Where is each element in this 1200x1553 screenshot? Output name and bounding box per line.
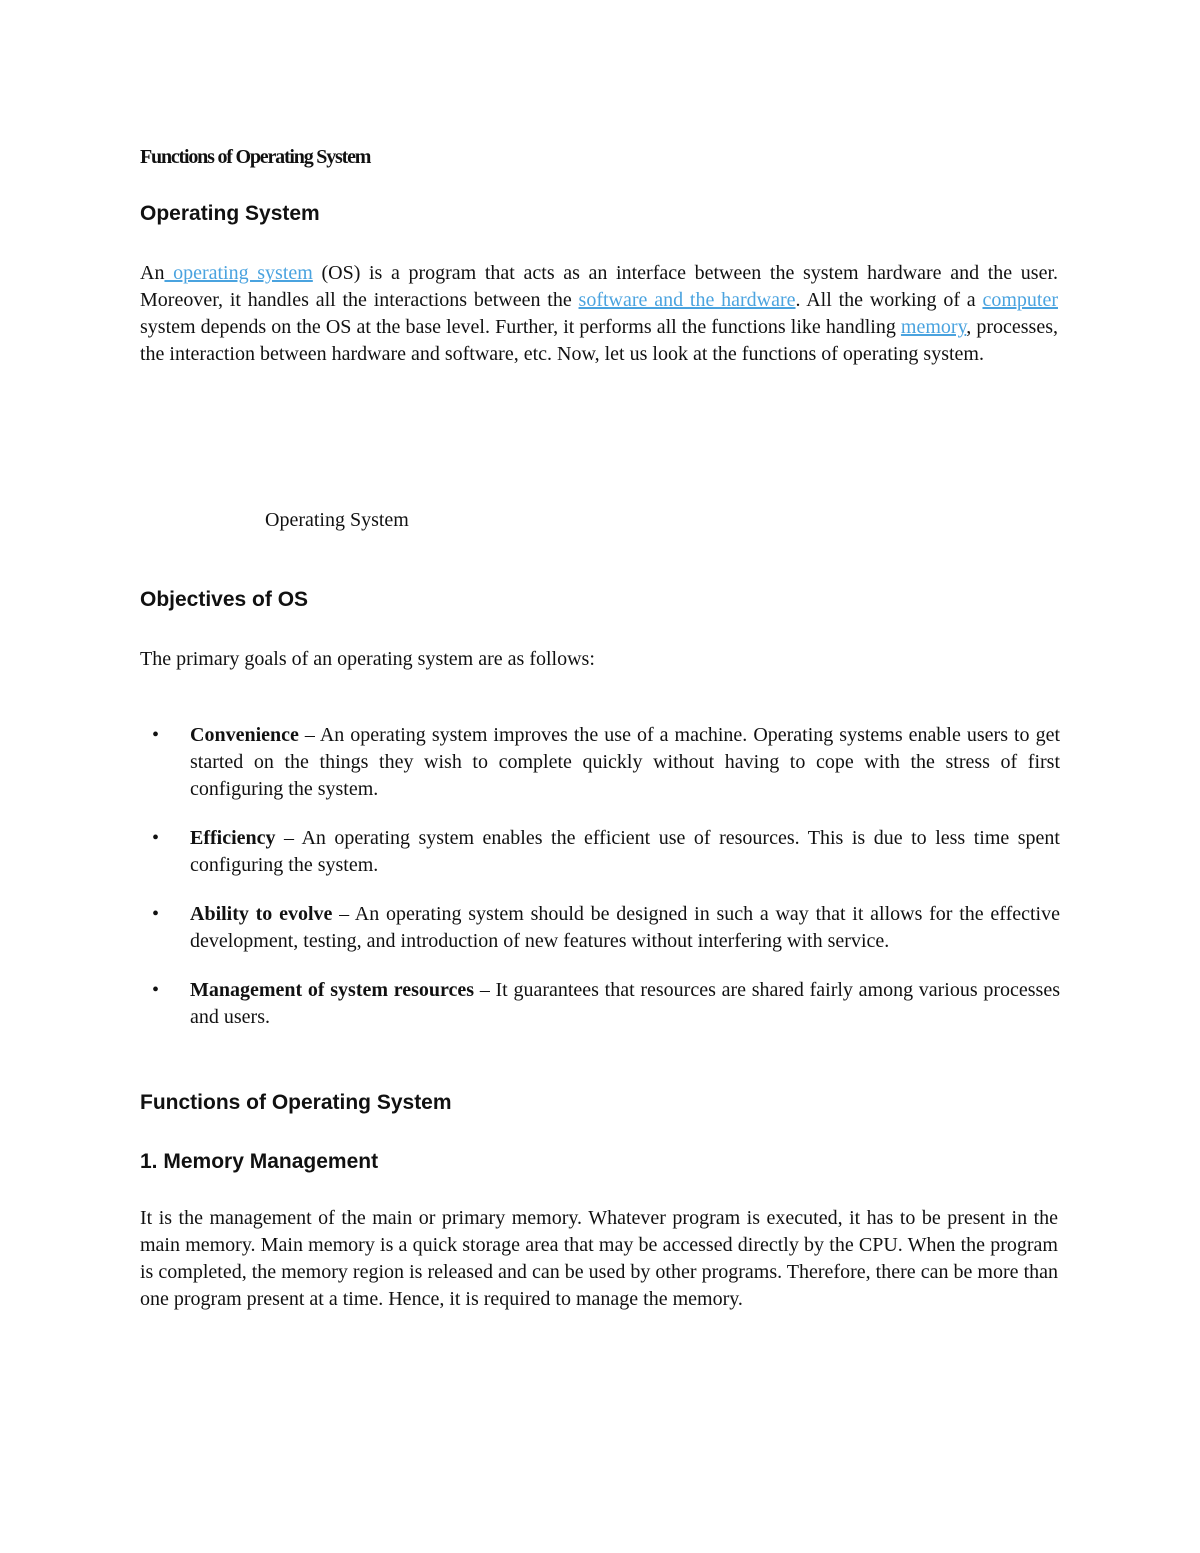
intro-text-5: , processes, the interaction between hardware and software, etc. Now, let us look at the functions of operating system. xyxy=(140,316,1058,365)
intro-text-4: system depends on the OS at the base level. Further, it performs all the functions like handling xyxy=(140,316,901,338)
link-computer[interactable]: computer xyxy=(982,289,1058,311)
section-heading-functions: Functions of Operating System xyxy=(140,1091,452,1114)
list-item xyxy=(140,722,1060,803)
bullet-term: Management of system resources xyxy=(190,979,475,1001)
list-item xyxy=(140,825,1060,879)
bullet-icon: • xyxy=(152,827,160,849)
image-caption: Operating System xyxy=(265,509,409,531)
bullet-icon: • xyxy=(152,903,160,925)
bullet-icon: • xyxy=(152,979,160,1001)
bullet-term: Efficiency xyxy=(190,827,276,849)
intro-paragraph xyxy=(140,260,1058,368)
memory-management-paragraph: It is the management of the main or primary memory. Whatever program is executed, it has to be present in the main memory. Main memory is a quick storage area that may be accessed directly by the CPU. When the program is completed, the memory region is released and can be used by other programs. Therefore, there can be more than one program present at a time. Hence, it is required to manage the memory. xyxy=(140,1207,1058,1310)
subheading-memory-management: 1. Memory Management xyxy=(140,1150,379,1173)
bullet-text: – An operating system should be designed in such a way that it allows for the effective development, testing, and introduction of new features without interfering with service. xyxy=(190,903,1060,952)
link-operating-system[interactable]: operating system xyxy=(164,262,313,284)
link-memory[interactable]: memory xyxy=(900,316,967,338)
objectives-intro: The primary goals of an operating system are as follows: xyxy=(140,648,595,670)
intro-text-2: (OS) is a program that acts as an interface between the system hardware and the user. Moreover, it handles all the interactions between the xyxy=(140,262,1058,311)
section-heading-operating-system: Operating System xyxy=(140,202,320,225)
section-heading-objectives: Objectives of OS xyxy=(140,588,309,611)
bullet-icon: • xyxy=(152,724,160,746)
list-item xyxy=(140,901,1060,955)
link-software-and-hardware[interactable]: software and the hardware xyxy=(578,289,796,311)
bullet-term: Ability to evolve xyxy=(190,903,333,925)
bullet-text: – It guarantees that resources are shared fairly among various processes and users. xyxy=(190,979,1060,1028)
bullet-text: – An operating system improves the use of a machine. Operating systems enable users to get started on the things they wish to complete quickly without having to cope with the stress of first configuring the system. xyxy=(190,724,1060,800)
document-title: Functions of Operating System xyxy=(140,146,371,168)
objectives-list xyxy=(140,722,1060,1053)
intro-text-1: An xyxy=(140,262,165,284)
bullet-text: – An operating system enables the efficient use of resources. This is due to less time spent configuring the system. xyxy=(190,827,1060,876)
bullet-term: Convenience xyxy=(190,724,299,746)
intro-text-3: . All the working of a xyxy=(795,289,983,311)
list-item xyxy=(140,977,1060,1031)
